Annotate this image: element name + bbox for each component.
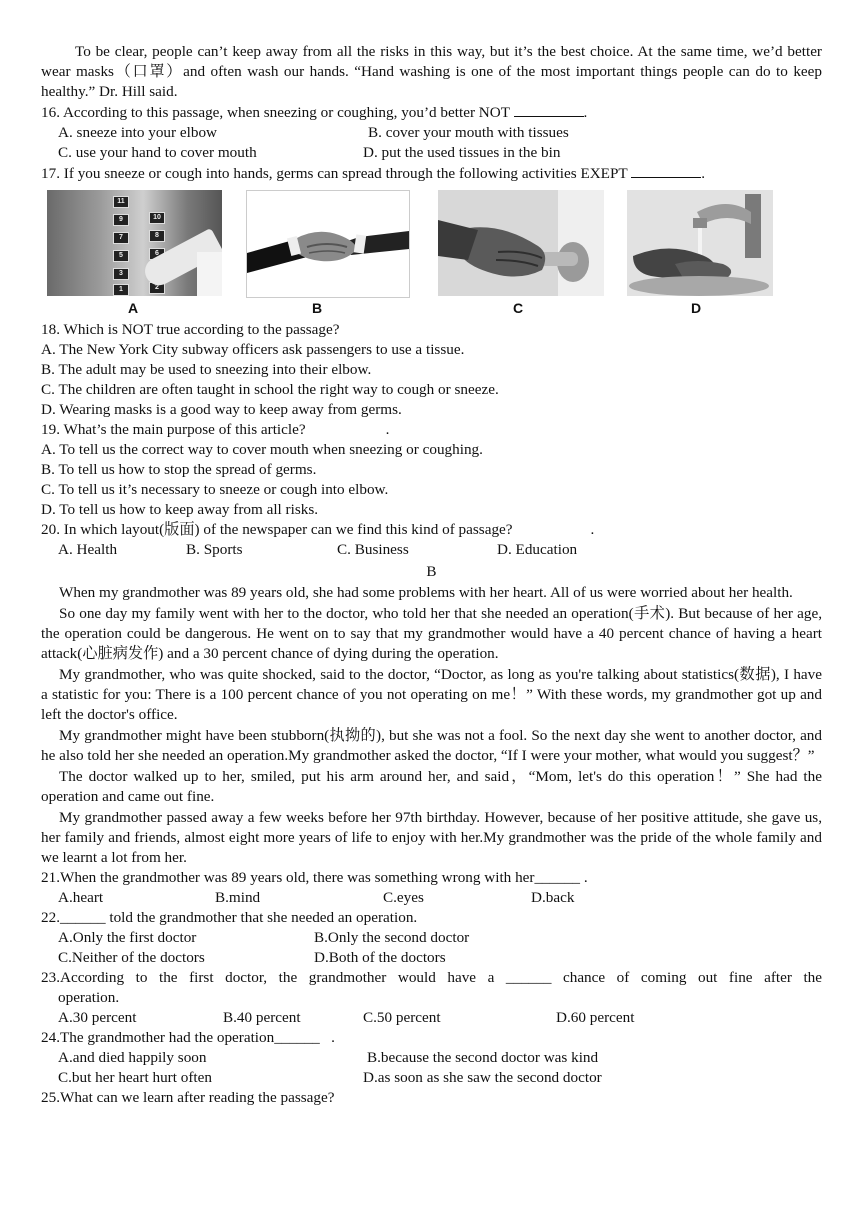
q16-option-d: D. put the used tissues in the bin [363,144,561,161]
q21-options [41,888,822,908]
q20-stem: 20. In which layout(版面) of the newspaper can we find this kind of passage? . [41,521,595,538]
passage-b-paragraph-6: My grandmother passed away a few weeks before her 97th birthday. However, because of her positive attitude, she gave us, her family and friends, almost eight more years of life to enjoy with her.My grandmother was the pride of the whole family and we learnt a lot from her. [41,809,822,866]
q20-option-d: D. Education [497,541,578,558]
q19-stem: 19. What’s the main purpose of this article? . [41,421,390,438]
picture-label-a: A [128,300,139,316]
q24-option-d: D.as soon as she saw the second doctor [363,1069,602,1086]
q22-option-d: D.Both of the doctors [314,949,446,966]
q17-stem: 17. If you sneeze or cough into hands, germs can spread through the following activities EXEPT . [41,165,706,182]
passage-b-paragraph-3: My grandmother, who was quite shocked, said to the doctor, “Doctor, as long as you're talking about statistics(数据), I have a statistic for you: There is a 100 percent chance of you not operating on me！” With these words, my grandmother got up and left the doctor's office. [41,666,822,723]
exam-page [41,42,822,1108]
q21-option-a: A.heart [58,889,104,906]
intro-paragraph: To be clear, people can’t keep away from all the risks in this way, but it’s the best choice. At the same time, we’d better wear masks（口罩）and often wash our hands. “Hand washing is one of the most important things people can do to keep healthy.” Dr. Hill said. [41,43,822,100]
q22-options-row1 [41,928,822,948]
q23-option-d: D.60 percent [556,1009,635,1026]
q22-option-a: A.Only the first doctor [58,929,197,946]
q25-stem: 25.What can we learn after reading the passage? [41,1089,335,1106]
q21-option-c: C.eyes [383,889,424,906]
q23-option-a: A.30 percent [58,1009,137,1026]
q16-options-row2 [41,143,822,163]
q23-stem-line2: operation. [58,989,120,1006]
q20-options [41,540,822,560]
q20-option-b: B. Sports [186,541,243,558]
q16-options-row1 [41,123,822,143]
elevator-buttons-image: 11 9 10 7 8 5 6 3 1 2 [47,190,222,296]
q18-option-b: B. The adult may be used to sneezing into their elbow. [41,361,372,378]
q18-stem: 18. Which is NOT true according to the passage? [41,321,340,338]
q18-option-a: A. The New York City subway officers ask passengers to use a tissue. [41,341,465,358]
q22-options-row2 [41,948,822,968]
q24-option-c: C.but her heart hurt often [58,1069,212,1086]
q19-option-b: B. To tell us how to stop the spread of germs. [41,461,317,478]
q16-option-b: B. cover your mouth with tissues [368,124,569,141]
q16-option-a: A. sneeze into your elbow [58,124,218,141]
q19-option-a: A. To tell us the correct way to cover mouth when sneezing or coughing. [41,441,483,458]
passage-b-paragraph-4: My grandmother might have been stubborn(执拗的), but she was not a fool. So the next day she went to another doctor, and he also told her she needed an operation.My grandmother asked the doctor, “If I were your mother, what would you suggest？” [41,727,822,764]
q19-option-d: D. To tell us how to keep away from all risks. [41,501,319,518]
door-handle-image [438,190,604,296]
passage-b-paragraph-5: The doctor walked up to her, smiled, put his arm around her, and said，“Mom, let's do this operation！” She had the operation and came out fine. [41,768,822,805]
picture-label-b: B [312,300,323,316]
answer-blank [514,102,584,117]
q19-option-c: C. To tell us it’s necessary to sneeze or cough into elbow. [41,481,389,498]
handshake-image [246,190,410,298]
q21-stem: 21.When the grandmother was 89 years old, there was something wrong with her______ . [41,869,588,886]
q24-option-b: B.because the second doctor was kind [367,1049,599,1066]
q17-pictures [41,190,822,320]
q20-option-a: A. Health [58,541,118,558]
picture-label-d: D [691,300,702,316]
q23-stem-line1: 23.According to the first doctor, the grandmother would have a ______ chance of coming out fine after the [41,969,822,986]
q23-option-b: B.40 percent [223,1009,301,1026]
q16-option-c: C. use your hand to cover mouth [58,144,257,161]
q22-option-b: B.Only the second doctor [314,929,470,946]
q24-options-row2 [41,1068,822,1088]
q21-option-d: D.back [531,889,575,906]
q20-option-c: C. Business [337,541,409,558]
q23-options [41,1008,822,1028]
q18-option-c: C. The children are often taught in school the right way to cough or sneeze. [41,381,499,398]
q21-option-b: B.mind [215,889,261,906]
q24-option-a: A.and died happily soon [58,1049,207,1066]
q16-stem: 16. According to this passage, when sneezing or coughing, you’d better NOT . [41,104,588,121]
hand-washing-image [627,190,773,296]
answer-blank [631,163,701,178]
passage-b-paragraph-2: So one day my family went with her to the doctor, who told her that she needed an operation(手术). But because of her age, the operation could be dangerous. He went on to say that my grandmother would have a 40 percent chance of having a heart attack(心脏病发作) and a 30 percent chance of dying during the operation. [41,605,822,662]
q23-option-c: C.50 percent [363,1009,441,1026]
q22-option-c: C.Neither of the doctors [58,949,205,966]
picture-label-c: C [513,300,524,316]
q24-stem: 24.The grandmother had the operation______ . [41,1029,335,1046]
passage-b-paragraph-1: When my grandmother was 89 years old, she had some problems with her heart. All of us were worried about her health. [59,584,793,601]
q18-option-d: D. Wearing masks is a good way to keep away from germs. [41,401,402,418]
q22-stem: 22.______ told the grandmother that she needed an operation. [41,909,418,926]
q24-options-row1 [41,1048,822,1068]
section-b-heading: B [426,563,437,580]
